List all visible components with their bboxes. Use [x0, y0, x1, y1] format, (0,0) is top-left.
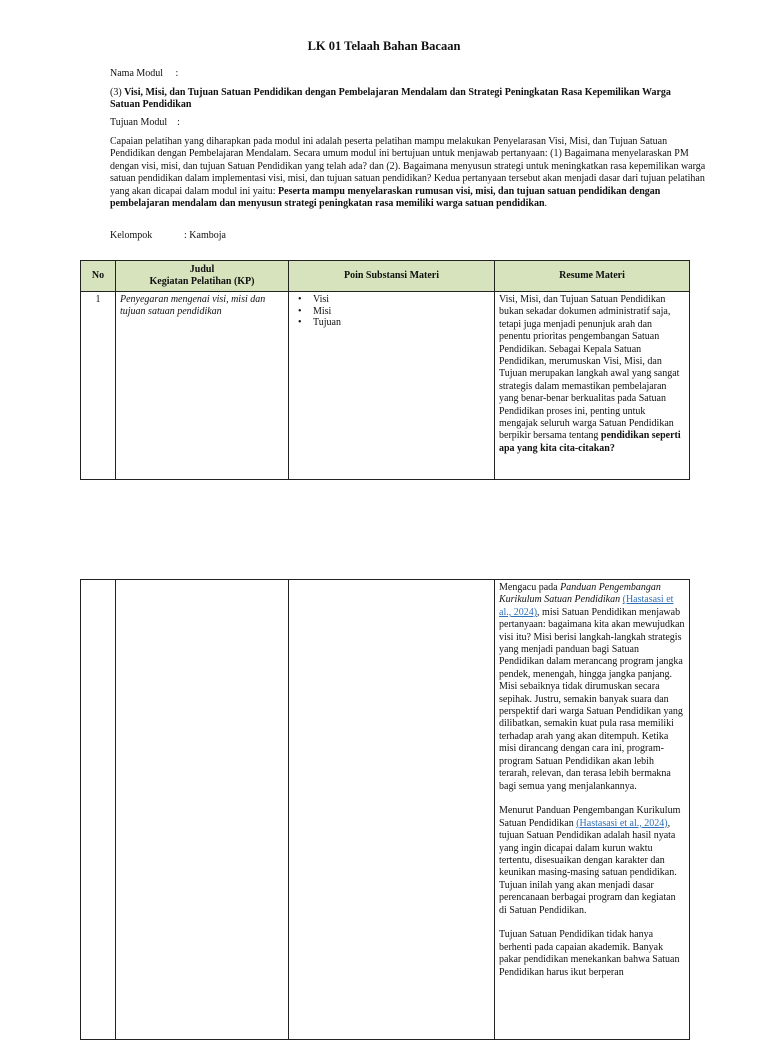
paragraph-gap [499, 793, 685, 805]
header-judul [116, 261, 289, 292]
points-list [293, 294, 490, 329]
row-resume [495, 292, 690, 480]
cont-judul-cell [116, 580, 289, 1040]
header-resume: Resume Materi [495, 261, 690, 292]
resume-paragraph-misi [499, 582, 685, 681]
cont-no-cell [81, 580, 116, 1040]
resume-text: Mengacu pada [499, 582, 561, 593]
nama-modul-prefix: (3) [110, 87, 125, 98]
nama-modul-label-line [110, 68, 670, 80]
kelompok-value: : Kamboja [184, 230, 226, 241]
resume-paragraph-tujuan [499, 805, 685, 917]
citation-link[interactable]: (Hastasasi et al., 2024) [576, 817, 668, 829]
nama-modul-value [110, 87, 700, 112]
table-header-row [81, 261, 690, 292]
resume-text: , misi Satuan Pendidikan menjawab pertanyaan: bagaimana kita akan mewujudkan visi itu? Misi berisi langkah-langkah strategis yang menjadi panduan bagi Satuan Pendidikan dalam merancang program jangka pendek, menengah, hingga jangka panjang. [499, 606, 685, 680]
tujuan-modul-paragraph [110, 136, 706, 210]
header-judul-line1: Judul [189, 263, 215, 275]
tujuan-modul-colon: : [177, 117, 180, 128]
resume-paragraph-misi-2: Misi sebaiknya tidak dirumuskan secara sepihak. Justru, semakin banyak suara dan perspektif dari warga Satuan Pendidikan yang dilibatkan, semakin kuat pula rasa memiliki terhadap arah yang akan ditempuh. Ketika misi dirancang dengan cara ini, program-program Satuan Pendidikan akan lebih terarah, relevan, dan terasa lebih bermakna bagi semua yang menjalankannya. [499, 681, 683, 792]
resume-text: Menurut Panduan Pengembangan Kurikulum Satuan Pendidikan [499, 805, 681, 829]
row-judul: Penyegaran mengenai visi, misi dan tujuan satuan pendidikan [116, 292, 289, 480]
resume-bold-text: pendidikan seperti apa yang kita cita-citakan? [499, 430, 681, 454]
header-poin: Poin Substansi Materi [289, 261, 495, 292]
list-item: • Visi [313, 294, 490, 306]
table-row [81, 292, 690, 480]
table-row [81, 580, 690, 1040]
kelompok-line [110, 230, 670, 242]
cont-points-cell [289, 580, 495, 1040]
paragraph-gap [499, 917, 685, 929]
kegiatan-table [80, 260, 690, 480]
document-title: LK 01 Telaah Bahan Bacaan [307, 39, 461, 53]
tujuan-modul-end: . [544, 198, 548, 210]
header-judul-line2: Kegiatan Pelatihan (KP) [149, 276, 255, 287]
list-item: • Misi [313, 306, 490, 318]
header-no: No [81, 261, 116, 292]
tujuan-modul-label: Tujuan Modul [110, 117, 168, 128]
kelompok-label: Kelompok [110, 230, 153, 241]
resume-paragraph-tujuan-2: Tujuan Satuan Pendidikan tidak hanya berhenti pada capaian akademik. Banyak pakar pendidikan menekankan bahwa Satuan Pendidikan harus ikut berperan [499, 929, 680, 978]
cont-resume-cell [495, 580, 690, 1040]
resume-text: Visi, Misi, dan Tujuan Satuan Pendidikan bukan sekadar dokumen administratif saja, tetapi juga menjadi penunjuk arah dan penentu prioritas pengembangan Satuan Pendidikan. Sebagai Kepala Satuan Pendidikan, merumuskan Visi, Misi, dan Tujuan merupakan langkah awal yang sangat strategis dalam memastikan pembelajaran yang benar-benar berkualitas pada Satuan Pendidikan proses ini, penting untuk mengajak seluruh warga Satuan Pendidikan berpikir bersama tentang [499, 294, 680, 442]
nama-modul-title: Visi, Misi, dan Tujuan Satuan Pendidikan dengan Pembelajaran Mendalam dan Strategi Peningkatan Rasa Kepemilikan Warga Satuan Pendidikan [110, 87, 671, 111]
citation-link[interactable]: (Hastasasi et al., 2024) [499, 594, 674, 618]
tujuan-modul-label-line [110, 117, 670, 129]
row-points [289, 292, 495, 480]
nama-modul-colon: : [175, 68, 179, 79]
panduan-title-italic: Panduan Pengembangan Kurikulum Satuan Pendidikan [499, 582, 661, 606]
tujuan-modul-bold-text: Peserta mampu menyelaraskan rumusan visi, misi, dan tujuan satuan pendidikan dengan pembelajaran mendalam dan menyusun strategi peningkatan rasa memiliki warga satuan pendidikan [110, 185, 661, 210]
nama-modul-label: Nama Modul [110, 68, 164, 79]
continuation-table [80, 579, 690, 1040]
row-no: 1 [81, 292, 116, 480]
list-item: • Tujuan [313, 317, 490, 329]
resume-text: , tujuan Satuan Pendidikan adalah hasil nyata yang ingin dicapai dalam kurun waktu tertentu, disesuaikan dengan karakter dan keunikan masing-masing satuan pendidikan. Tujuan inilah yang akan menjadi dasar perencanaan berbagai program dan kegiatan di Satuan Pendidikan. [499, 817, 677, 916]
tujuan-modul-text: Capaian pelatihan yang diharapkan pada modul ini adalah peserta pelatihan mampu melakukan Penyelarasan Visi, Misi, dan Tujuan Satuan Pendidikan dengan Pembelajaran Mendalam. Secara umum modul ini bertujuan untuk menjawab pertanyaan: (1) Bagaimana menyelaraskan PM dengan visi, misi, dan tujuan Satuan Pendidikan yang telah ada? dan (2). Bagaimana menyusun strategi untuk meningkatkan rasa kepemilikan warga satuan pendidikan dalam implementasi visi, misi, dan tujuan satuan pendidikan? Kedua pertanyaan tersebut akan menjadi dasar dari tujuan pelatihan yang akan dicapai dalam modul ini yaitu: [110, 136, 706, 197]
